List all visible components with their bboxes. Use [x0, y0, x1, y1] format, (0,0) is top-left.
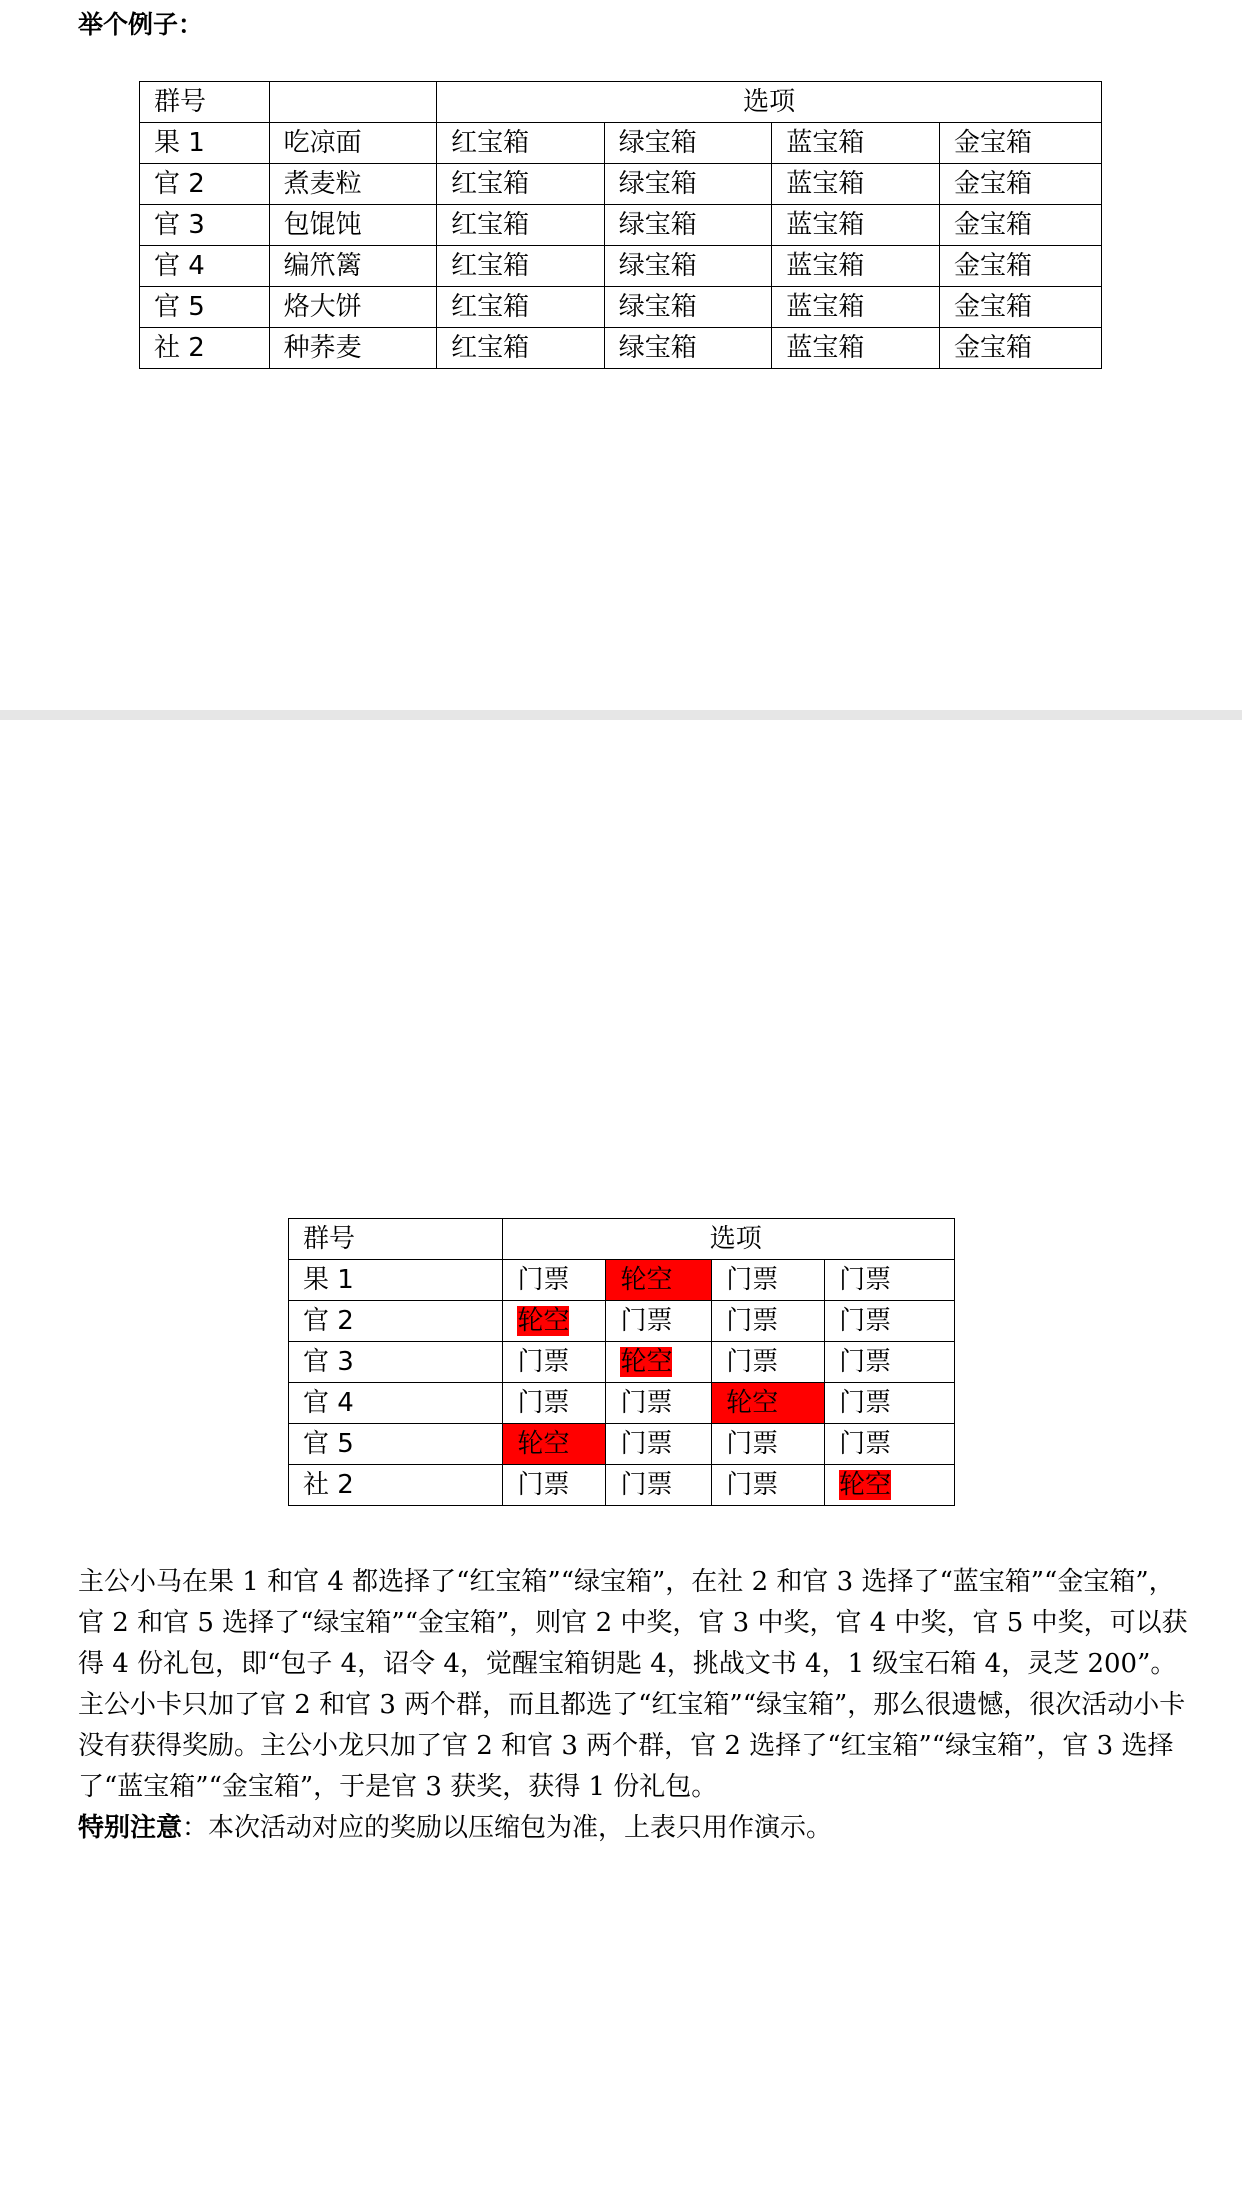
ticket-label: 门票	[620, 1470, 673, 1500]
header-options: 选项	[437, 82, 1102, 123]
ticket-cell	[503, 1260, 606, 1301]
header-group-number: 群号	[289, 1219, 503, 1260]
group-cell: 官 2	[289, 1301, 503, 1342]
note-text: ：本次活动对应的奖励以压缩包为准，上表只用作演示。	[182, 1813, 833, 1843]
bye-cell	[606, 1260, 712, 1301]
option-cell: 红宝箱	[437, 123, 605, 164]
ticket-cell	[606, 1465, 712, 1506]
option-cell: 金宝箱	[939, 205, 1101, 246]
ticket-label: 门票	[839, 1429, 892, 1459]
ticket-label: 门票	[726, 1470, 779, 1500]
example-explanation: 主公小马在果 1 和官 4 都选择了“红宝箱”“绿宝箱”，在社 2 和官 3 选择了“蓝宝箱”“金宝箱”，官 2 和官 5 选择了“绿宝箱”“金宝箱”，则官 2 中奖，官 3 中奖，官 4 中奖，官 5 中奖，可以获得 4 份礼包，即“包子 4，诏令 4，觉醒宝箱钥匙 4，挑战文书 4，1 级宝石箱 4，灵芝 200”。主公小卡只加了官 2 和官 3 两个群，而且都选了“红宝箱”“绿宝箱”，那么很遗憾，很次活动小卡没有获得奖励。主公小龙只加了官 2 和官 3 两个群，官 2 选择了“红宝箱”“绿宝箱”，官 3 选择了“蓝宝箱”“金宝箱”，于是官 3 获奖，获得 1 份礼包。	[78, 1567, 1188, 1802]
boxes-table	[139, 81, 1102, 369]
activity-cell: 种荞麦	[269, 328, 437, 369]
ticket-cell	[825, 1383, 955, 1424]
ticket-cell	[712, 1424, 825, 1465]
ticket-cell	[606, 1301, 712, 1342]
header-group-number: 群号	[140, 82, 270, 123]
activity-cell: 吃凉面	[269, 123, 437, 164]
bye-label: 轮空	[839, 1470, 892, 1500]
table-row	[289, 1383, 955, 1424]
option-cell: 红宝箱	[437, 328, 605, 369]
ticket-cell	[712, 1301, 825, 1342]
group-cell: 官 4	[140, 246, 270, 287]
ticket-cell	[825, 1301, 955, 1342]
bye-cell	[503, 1424, 606, 1465]
bye-cell	[503, 1301, 606, 1342]
option-cell: 蓝宝箱	[772, 287, 940, 328]
group-cell: 社 2	[289, 1465, 503, 1506]
activity-cell: 包馄饨	[269, 205, 437, 246]
option-cell: 金宝箱	[939, 164, 1101, 205]
table-row	[140, 164, 1102, 205]
option-cell: 蓝宝箱	[772, 328, 940, 369]
ticket-label: 门票	[839, 1306, 892, 1336]
ticket-label: 门票	[726, 1306, 779, 1336]
header-options: 选项	[503, 1219, 955, 1260]
activity-cell: 煮麦粒	[269, 164, 437, 205]
bye-label: 轮空	[517, 1306, 570, 1336]
ticket-cell	[503, 1383, 606, 1424]
option-cell: 金宝箱	[939, 328, 1101, 369]
ticket-cell	[606, 1424, 712, 1465]
bye-label: 轮空	[620, 1347, 673, 1377]
ticket-label: 门票	[517, 1265, 570, 1295]
ticket-label: 门票	[517, 1470, 570, 1500]
group-cell: 果 1	[289, 1260, 503, 1301]
ticket-label: 门票	[517, 1347, 570, 1377]
ticket-label: 门票	[620, 1388, 673, 1418]
tickets-table	[288, 1218, 955, 1506]
example-heading: 举个例子：	[78, 10, 204, 39]
ticket-cell	[825, 1424, 955, 1465]
ticket-cell	[503, 1342, 606, 1383]
option-cell: 蓝宝箱	[772, 246, 940, 287]
bye-label: 轮空	[620, 1265, 673, 1295]
note-label: 特别注意	[78, 1813, 183, 1843]
option-cell: 绿宝箱	[604, 123, 772, 164]
option-cell: 金宝箱	[939, 123, 1101, 164]
ticket-cell	[825, 1260, 955, 1301]
option-cell: 红宝箱	[437, 164, 605, 205]
option-cell: 蓝宝箱	[772, 123, 940, 164]
group-cell: 官 3	[289, 1342, 503, 1383]
table-row	[289, 1260, 955, 1301]
option-cell: 绿宝箱	[604, 164, 772, 205]
header-empty	[269, 82, 437, 123]
ticket-cell	[712, 1342, 825, 1383]
table-row	[289, 1424, 955, 1465]
option-cell: 红宝箱	[437, 287, 605, 328]
group-cell: 官 2	[140, 164, 270, 205]
ticket-cell	[503, 1465, 606, 1506]
ticket-cell	[825, 1342, 955, 1383]
ticket-cell	[712, 1465, 825, 1506]
bye-label: 轮空	[517, 1429, 570, 1459]
ticket-label: 门票	[620, 1306, 673, 1336]
table-header-row	[289, 1219, 955, 1260]
ticket-label: 门票	[517, 1388, 570, 1418]
option-cell: 绿宝箱	[604, 246, 772, 287]
ticket-label: 门票	[620, 1429, 673, 1459]
group-cell: 官 4	[289, 1383, 503, 1424]
table-row	[140, 246, 1102, 287]
option-cell: 红宝箱	[437, 205, 605, 246]
ticket-cell	[606, 1383, 712, 1424]
bye-cell	[825, 1465, 955, 1506]
tickets-table-body	[289, 1219, 955, 1506]
table-row	[140, 328, 1102, 369]
group-cell: 官 5	[289, 1424, 503, 1465]
option-cell: 蓝宝箱	[772, 205, 940, 246]
table-header-row	[140, 82, 1102, 123]
option-cell: 绿宝箱	[604, 328, 772, 369]
group-cell: 官 5	[140, 287, 270, 328]
ticket-cell	[712, 1260, 825, 1301]
bye-cell	[712, 1383, 825, 1424]
option-cell: 绿宝箱	[604, 205, 772, 246]
boxes-table-body	[140, 82, 1102, 369]
group-cell: 官 3	[140, 205, 270, 246]
option-cell: 蓝宝箱	[772, 164, 940, 205]
table-row	[289, 1342, 955, 1383]
option-cell: 红宝箱	[437, 246, 605, 287]
ticket-label: 门票	[726, 1265, 779, 1295]
bye-cell	[606, 1342, 712, 1383]
ticket-label: 门票	[726, 1429, 779, 1459]
activity-cell: 编笊篱	[269, 246, 437, 287]
group-cell: 果 1	[140, 123, 270, 164]
ticket-label: 门票	[839, 1347, 892, 1377]
option-cell: 绿宝箱	[604, 287, 772, 328]
table-row	[140, 123, 1102, 164]
ticket-label: 门票	[726, 1347, 779, 1377]
ticket-label: 门票	[839, 1388, 892, 1418]
table-row	[140, 287, 1102, 328]
table-row	[140, 205, 1102, 246]
option-cell: 金宝箱	[939, 287, 1101, 328]
table-row	[289, 1465, 955, 1506]
activity-cell: 烙大饼	[269, 287, 437, 328]
special-note	[78, 1808, 832, 1849]
ticket-label: 门票	[839, 1265, 892, 1295]
group-cell: 社 2	[140, 328, 270, 369]
bye-label: 轮空	[726, 1388, 779, 1418]
table-row	[289, 1301, 955, 1342]
section-divider	[0, 710, 1242, 720]
option-cell: 金宝箱	[939, 246, 1101, 287]
